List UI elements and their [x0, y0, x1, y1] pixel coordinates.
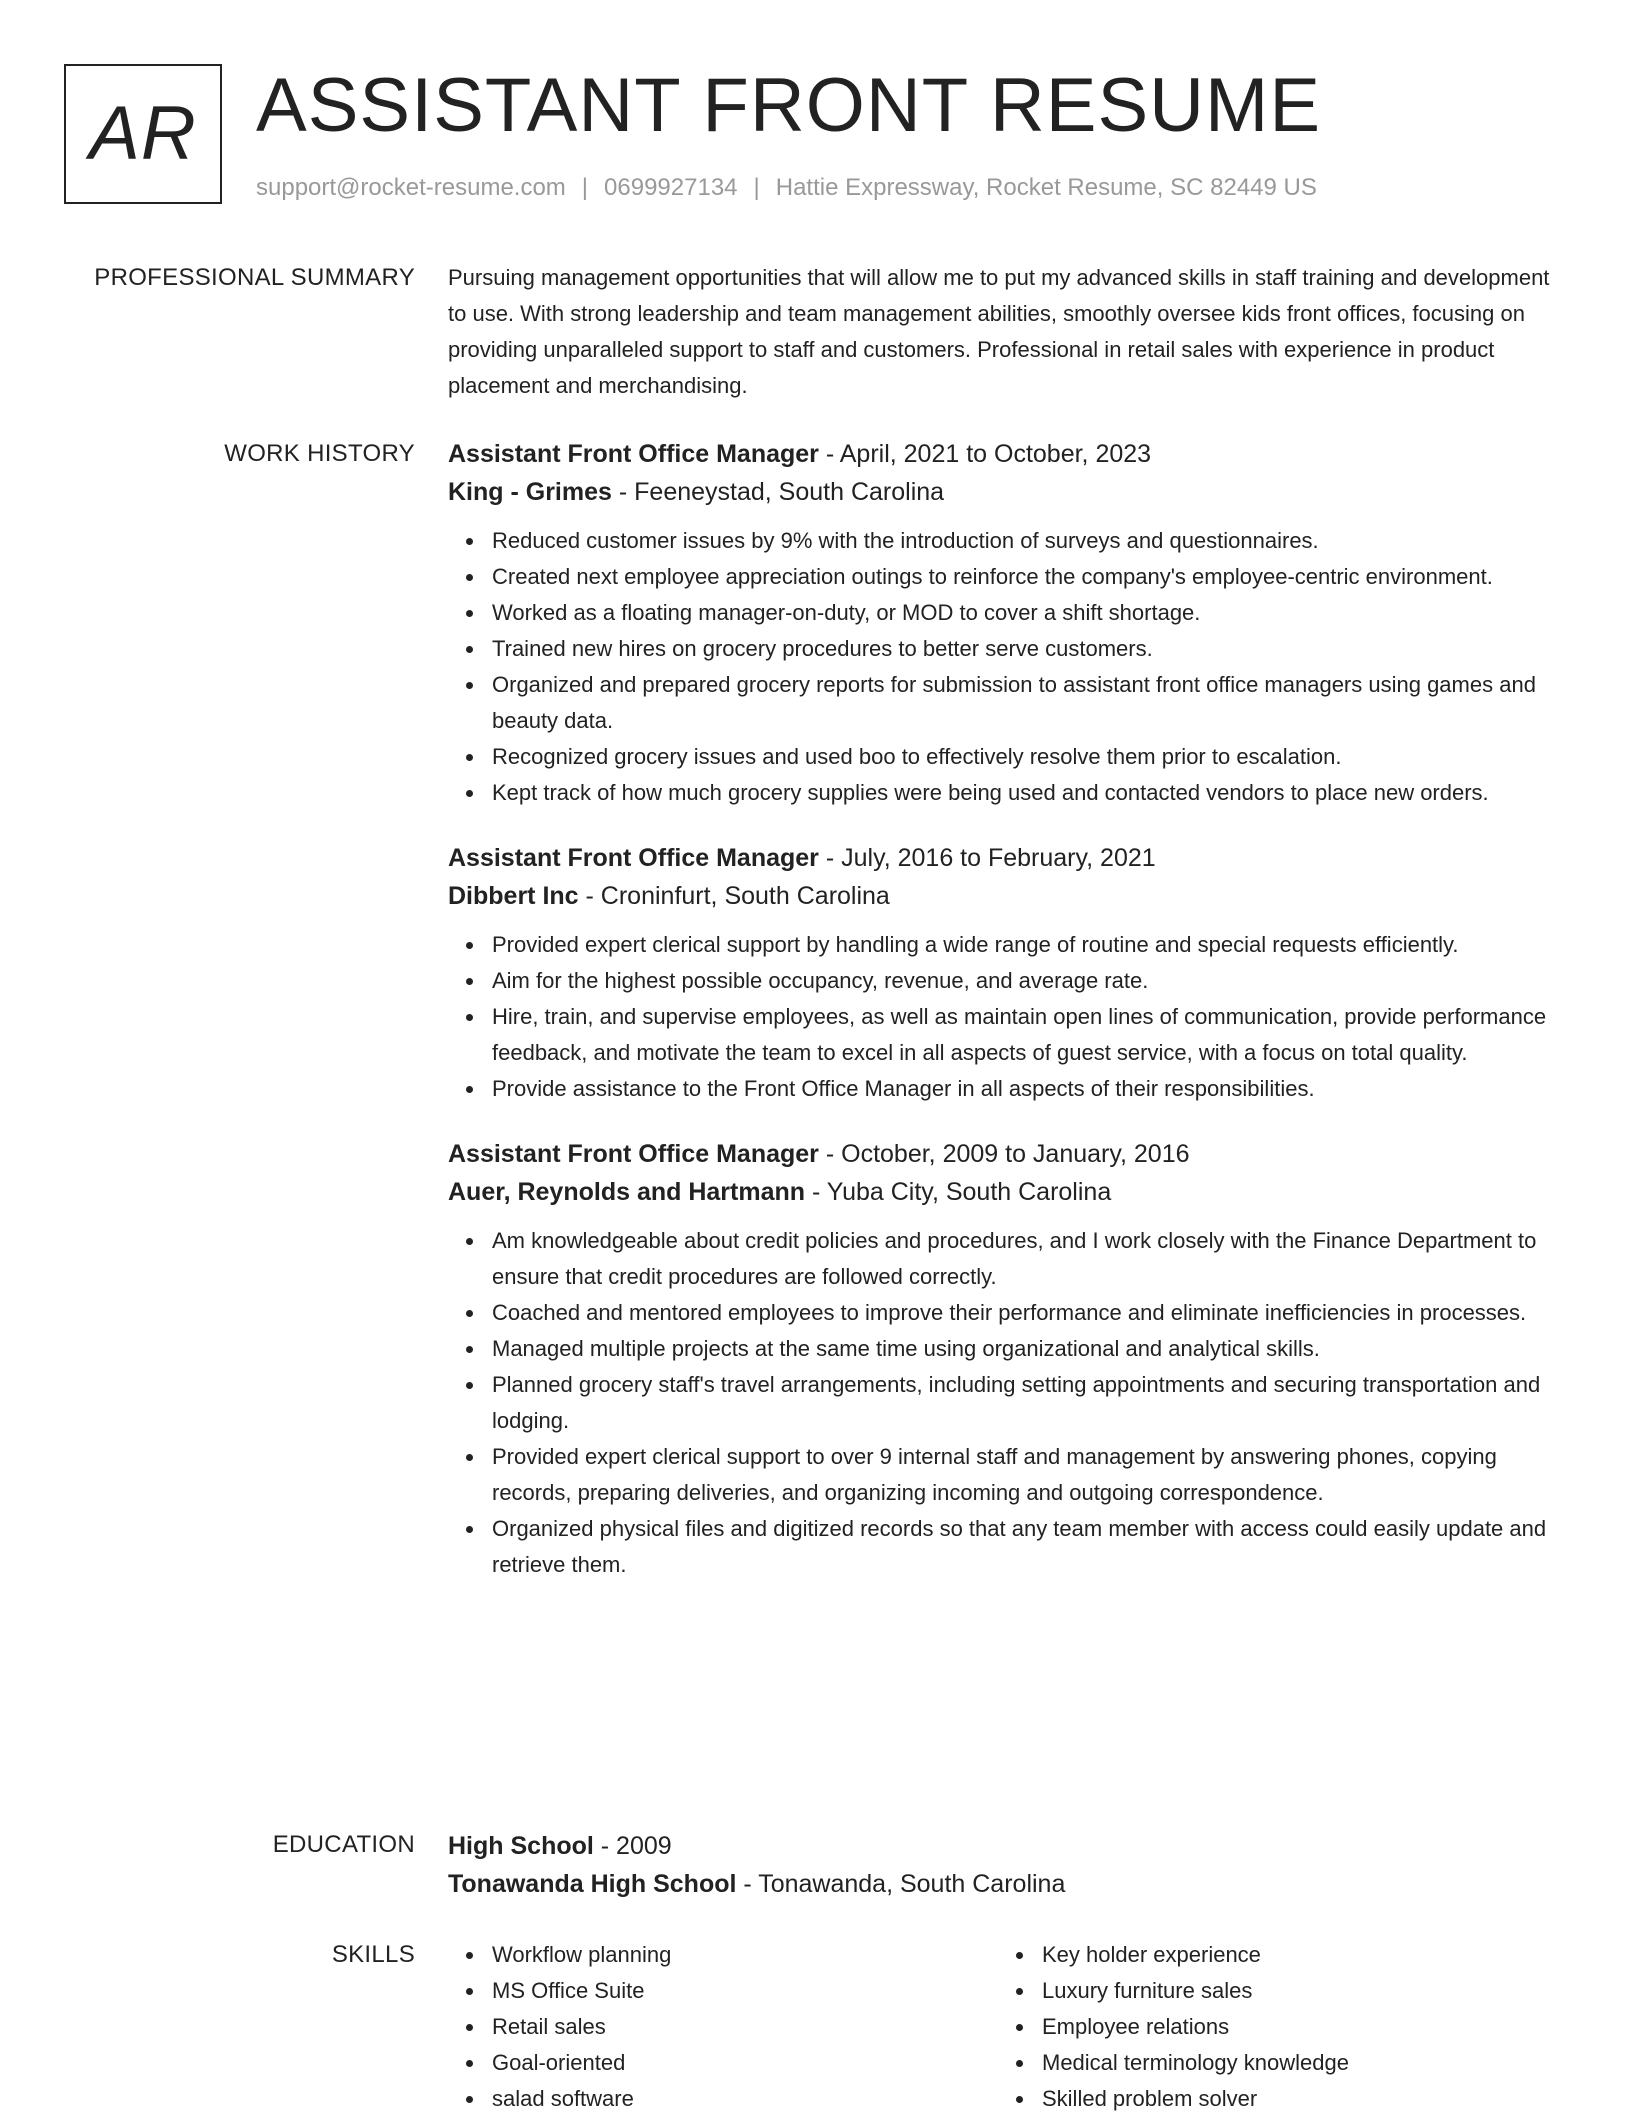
list-item: Trained new hires on grocery procedures to better serve customers.: [492, 631, 1568, 667]
list-item: Workflow planning: [492, 1937, 998, 1973]
job-title: Assistant Front Office Manager: [448, 844, 819, 872]
list-item: Coached and mentored employees to improve their performance and eliminate inefficiencies in processes.: [492, 1295, 1568, 1331]
list-item: Aim for the highest possible occupancy, revenue, and average rate.: [492, 963, 1568, 999]
list-item: Provided expert clerical support to over 9 internal staff and management by answering phones, copying records, preparing deliveries, and organizing incoming and outgoing correspondence.: [492, 1439, 1568, 1511]
list-item: Medical terminology knowledge: [1042, 2045, 1548, 2081]
job-entry: [448, 839, 1568, 1107]
list-item: Luxury furniture sales: [1042, 1973, 1548, 2009]
monogram-box: [64, 64, 222, 204]
list-item: Provided expert clerical support by handling a wide range of routine and special requests efficiently.: [492, 927, 1568, 963]
list-item: Created next employee appreciation outings to reinforce the company's employee-centric environment.: [492, 559, 1568, 595]
list-item: Planned grocery staff's travel arrangements, including setting appointments and securing transportation and lodging.: [492, 1367, 1568, 1439]
education-body: [448, 1827, 1568, 1903]
job-bullets: [448, 927, 1568, 1107]
contact-separator: |: [753, 174, 760, 201]
job-location: - Croninfurt, South Carolina: [578, 882, 890, 910]
skills-body: [448, 1937, 1568, 2117]
job-company-line: [448, 473, 1568, 511]
job-title-line: [448, 839, 1568, 877]
job-dates: - April, 2021 to October, 2023: [818, 440, 1152, 468]
section-label-work-history: WORK HISTORY: [224, 440, 415, 467]
monogram-initials: AR: [89, 91, 197, 176]
education-school-line: [448, 1865, 1568, 1903]
list-item: Organized physical files and digitized records so that any team member with access could easily update and retrieve them.: [492, 1511, 1568, 1583]
job-entry: [448, 435, 1568, 811]
job-company-line: [448, 877, 1568, 915]
contact-email[interactable]: support@rocket-resume.com: [256, 174, 566, 201]
list-item: Skilled problem solver: [1042, 2081, 1548, 2117]
section-label-skills: SKILLS: [331, 1941, 415, 1968]
job-location: - Feeneystad, South Carolina: [611, 478, 945, 506]
job-title: Assistant Front Office Manager: [448, 440, 819, 468]
contact-separator: |: [581, 174, 589, 201]
list-item: salad software: [492, 2081, 998, 2117]
list-item: Key holder experience: [1042, 1937, 1548, 1973]
list-item: Employee relations: [1042, 2009, 1548, 2045]
job-company: Dibbert Inc: [448, 882, 579, 910]
job-location: - Yuba City, South Carolina: [805, 1178, 1112, 1206]
work-history-body: [448, 435, 1568, 1611]
section-label-education: EDUCATION: [272, 1831, 415, 1858]
job-title: Assistant Front Office Manager: [448, 1140, 819, 1168]
contact-line: [256, 174, 1317, 203]
job-dates: - October, 2009 to January, 2016: [818, 1140, 1190, 1168]
contact-address: Hattie Expressway, Rocket Resume, SC 82449 US: [775, 174, 1317, 201]
job-company-line: [448, 1173, 1568, 1211]
skills-column-left: [448, 1937, 998, 2117]
job-company: Auer, Reynolds and Hartmann: [448, 1178, 806, 1206]
summary-text: Pursuing management opportunities that will allow me to put my advanced skills in staff training and development to use. With strong leadership and team management abilities, smoothly oversee kids front offices, focusing on providing unparalleled support to staff and customers. Professional in retail sales with experience in product placement and merchandising.: [448, 265, 1550, 398]
skills-list-left: [448, 1937, 998, 2117]
list-item: Am knowledgeable about credit policies and procedures, and I work closely with the Finance Department to ensure that credit procedures are followed correctly.: [492, 1223, 1568, 1295]
education-year: - 2009: [593, 1832, 672, 1860]
education-school: Tonawanda High School: [448, 1870, 737, 1898]
list-item: Goal-oriented: [492, 2045, 998, 2081]
list-item: Retail sales: [492, 2009, 998, 2045]
summary-body: [448, 260, 1568, 404]
list-item: Kept track of how much grocery supplies were being used and contacted vendors to place new orders.: [492, 775, 1568, 811]
list-item: Worked as a floating manager-on-duty, or MOD to cover a shift shortage.: [492, 595, 1568, 631]
job-title-line: [448, 1135, 1568, 1173]
job-bullets: [448, 523, 1568, 811]
education-degree: High School: [448, 1832, 594, 1860]
list-item: Hire, train, and supervise employees, as well as maintain open lines of communication, provide performance feedback, and motivate the team to excel in all aspects of guest service, with a focus on total quality.: [492, 999, 1568, 1071]
education-location: - Tonawanda, South Carolina: [736, 1870, 1066, 1898]
list-item: Reduced customer issues by 9% with the introduction of surveys and questionnaires.: [492, 523, 1568, 559]
list-item: Recognized grocery issues and used boo to effectively resolve them prior to escalation.: [492, 739, 1568, 775]
resume-header: [64, 64, 1568, 210]
list-item: Provide assistance to the Front Office Manager in all aspects of their responsibilities.: [492, 1071, 1568, 1107]
job-bullets: [448, 1223, 1568, 1583]
job-dates: - July, 2016 to February, 2021: [818, 844, 1156, 872]
skills-column-right: [998, 1937, 1548, 2117]
section-label-summary: PROFESSIONAL SUMMARY: [94, 264, 415, 291]
job-company: King - Grimes: [448, 478, 612, 506]
resume-title: ASSISTANT FRONT RESUME: [256, 63, 1322, 148]
skills-list-right: [998, 1937, 1548, 2117]
skills-columns: [448, 1937, 1568, 2117]
contact-phone[interactable]: 0699927134: [604, 174, 738, 201]
list-item: MS Office Suite: [492, 1973, 998, 2009]
list-item: Organized and prepared grocery reports for submission to assistant front office managers using games and beauty data.: [492, 667, 1568, 739]
job-title-line: [448, 435, 1568, 473]
job-entry: [448, 1135, 1568, 1583]
list-item: Managed multiple projects at the same time using organizational and analytical skills.: [492, 1331, 1568, 1367]
education-degree-line: [448, 1827, 1568, 1865]
